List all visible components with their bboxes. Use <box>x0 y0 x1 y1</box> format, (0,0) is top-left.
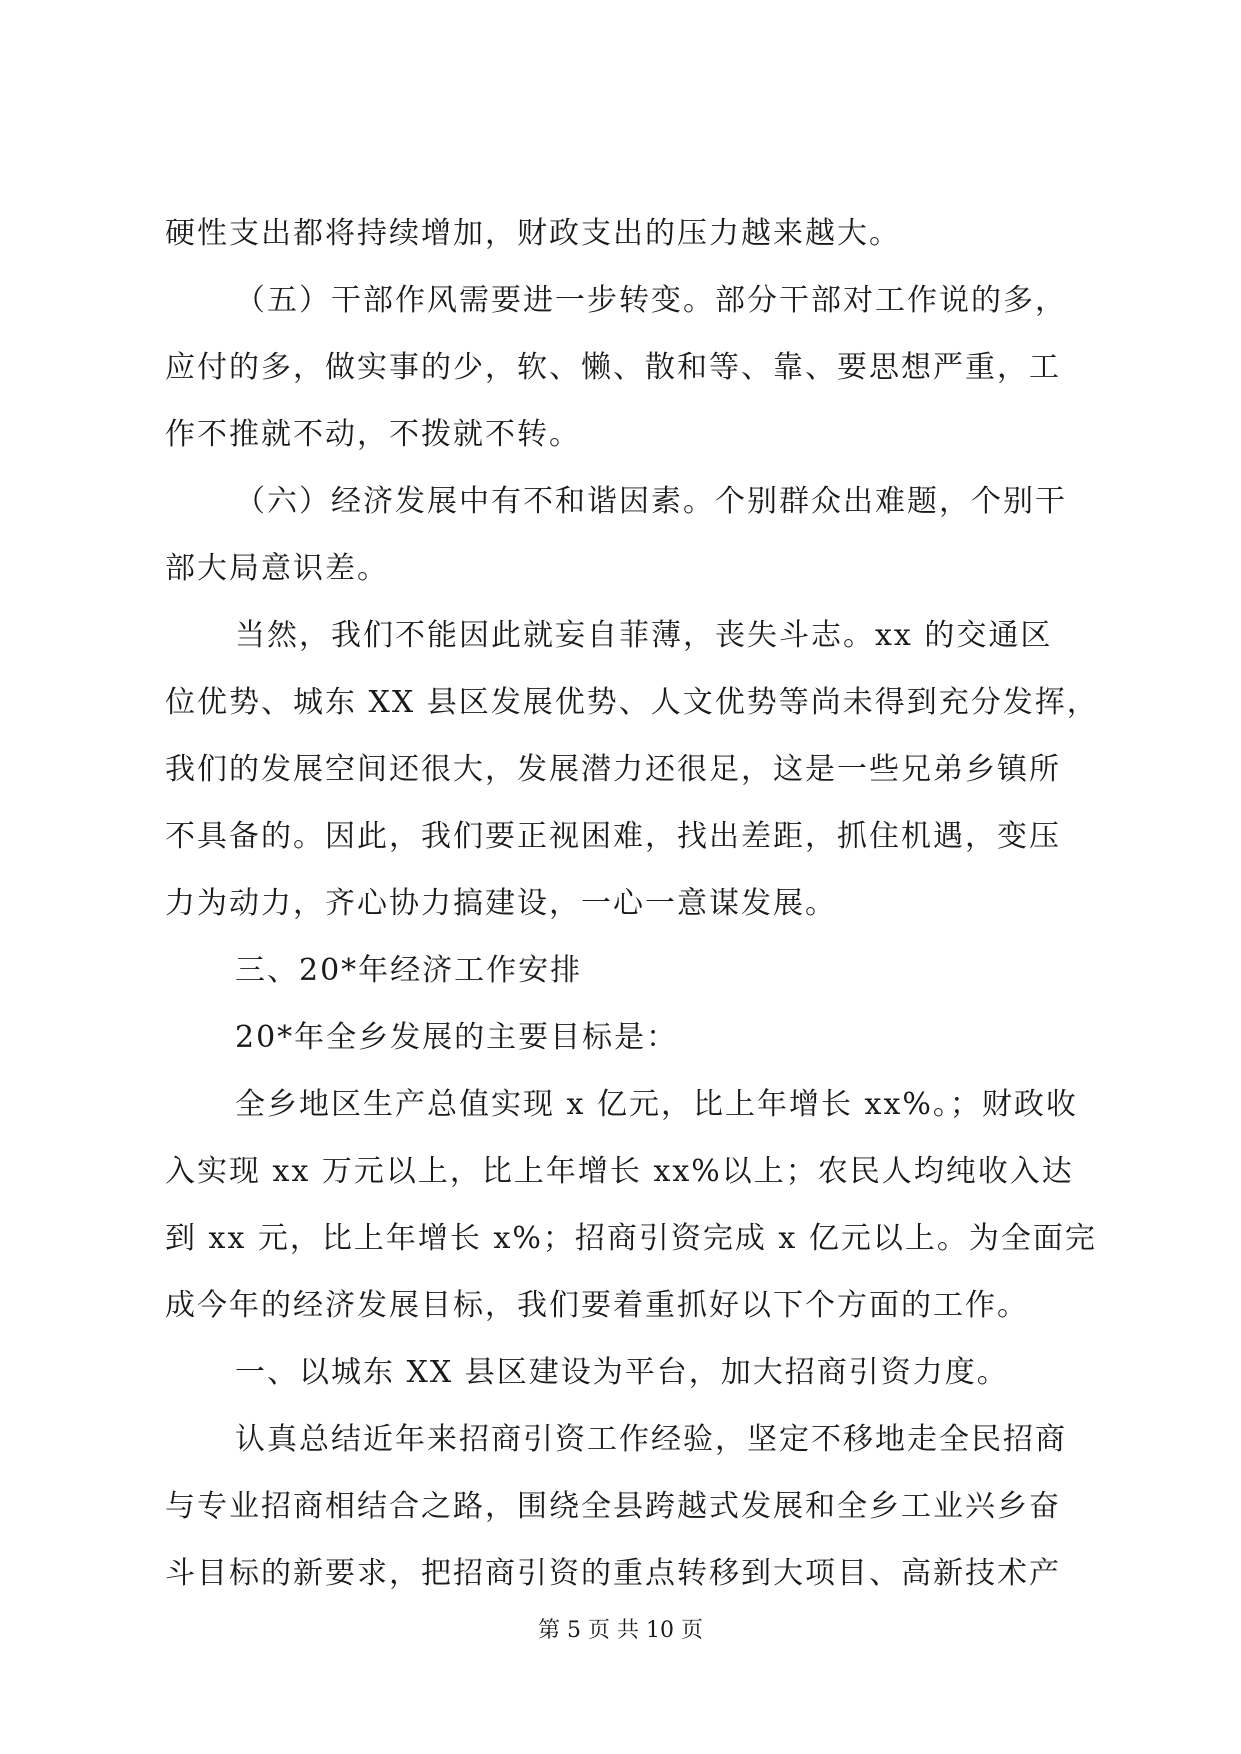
text-line: （六）经济发展中有不和谐因素。个别群众出难题，个别干 <box>235 484 1067 519</box>
text-line: 到 xx 元，比上年增长 x%；招商引资完成 x 亿元以上。为全面完 <box>165 1221 1097 1256</box>
text-line: 认真总结近年来招商引资工作经验，坚定不移地走全民招商 <box>235 1422 1067 1457</box>
text-line: 力为动力，齐心协力搞建设，一心一意谋发展。 <box>165 886 837 921</box>
page-number-footer: 第 5 页 共 10 页 <box>538 1618 703 1643</box>
text-line: 20*年全乡发展的主要目标是： <box>235 1020 679 1055</box>
text-line: 位优势、城东 XX 县区发展优势、人文优势等尚未得到充分发挥， <box>165 685 1099 720</box>
text-line: 我们的发展空间还很大，发展潜力还很足，这是一些兄弟乡镇所 <box>165 752 1061 787</box>
text-line: 不具备的。因此，我们要正视困难，找出差距，抓住机遇，变压 <box>165 819 1061 854</box>
document-body <box>165 200 1099 1607</box>
section-heading: 三、20*年经济工作安排 <box>235 953 583 988</box>
text-line: 与专业招商相结合之路，围绕全县跨越式发展和全乡工业兴乡奋 <box>165 1489 1061 1524</box>
text-line: 部大局意识差。 <box>165 551 389 586</box>
text-line: 当然，我们不能因此就妄自菲薄，丧失斗志。xx 的交通区 <box>235 618 1053 653</box>
text-line: 斗目标的新要求，把招商引资的重点转移到大项目、高新技术产 <box>165 1556 1061 1591</box>
section-heading: 一、以城东 XX 县区建设为平台，加大招商引资力度。 <box>235 1355 1009 1390</box>
text-line: 应付的多，做实事的少，软、懒、散和等、靠、要思想严重，工 <box>165 350 1061 385</box>
text-line: 成今年的经济发展目标，我们要着重抓好以下个方面的工作。 <box>165 1288 1029 1323</box>
text-line: 入实现 xx 万元以上，比上年增长 xx%以上；农民人均纯收入达 <box>165 1154 1074 1189</box>
text-line: 硬性支出都将持续增加，财政支出的压力越来越大。 <box>165 216 901 251</box>
text-line: （五）干部作风需要进一步转变。部分干部对工作说的多， <box>235 283 1067 318</box>
text-line: 全乡地区生产总值实现 x 亿元，比上年增长 xx%。；财政收 <box>235 1087 1078 1122</box>
text-line: 作不推就不动，不拨就不转。 <box>165 417 581 452</box>
